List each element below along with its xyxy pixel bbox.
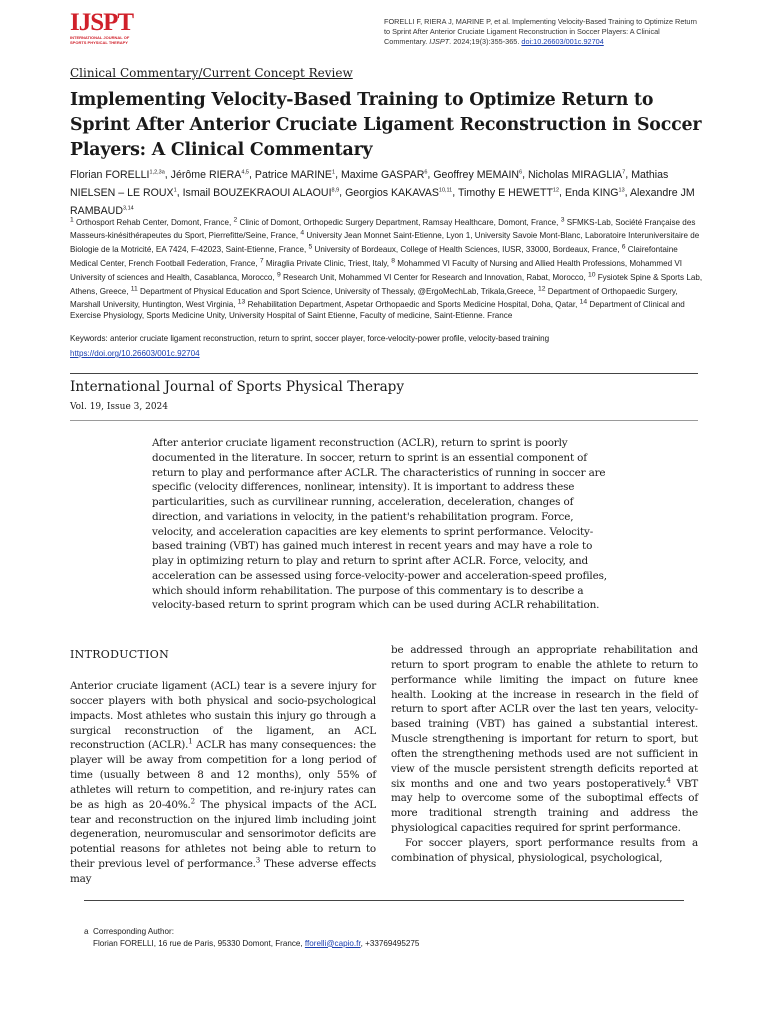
- citation-doi-link[interactable]: doi:10.26603/001c.92704: [521, 37, 604, 47]
- author-affiliation-sup: 1: [332, 169, 336, 175]
- affiliation: $^4$ University Jean Monnet Saint-Etienne, Lyon 1, University Savoie Mont-Blanc, Laboratoire Interuniversitaire de Biologie de la Motricité, EA 7424, F-42023, Saint-Etienne, France,: [70, 229, 700, 255]
- affiliations: [70, 214, 705, 322]
- affiliation: $^5$ University of Bordeaux, College of Health Sciences, IUSR, 33000, Bordeaux, France,: [308, 243, 620, 255]
- author: Georgios KAKAVAS$^{10,11}$: [345, 186, 453, 199]
- author-email-link[interactable]: fforelli@capio.fr: [304, 938, 361, 948]
- author: Alexandre JM RAMBAUD$^{3,14}$: [70, 186, 695, 217]
- citation-journal: IJSPT: [429, 37, 450, 47]
- journal-logo: [70, 9, 140, 45]
- author-affiliation-sup: 13: [618, 187, 625, 194]
- author-affiliation-sup: 10,11: [438, 187, 453, 194]
- author-affiliation-sup: 12: [552, 187, 560, 194]
- affiliation: $^7$ Miraglia Private Clinic, Triest, Italy,: [259, 257, 389, 269]
- citation-volume: . 2024;19(3):355-365.: [449, 37, 520, 47]
- author-affiliation-sup: 6: [519, 169, 523, 175]
- citation-text: FORELLI F, RIERA J, MARINE P, et al. Implementing Velocity-Based Training to Optimize Return to Sprint After Anterior Cruciate Ligament Reconstruction in Soccer Players: A Clinical Commentary.: [384, 17, 697, 47]
- affiliation: $^{13}$ Rehabilitation Department, Aspetar Orthopaedic and Sports Medicine Hospital, Doha, Qatar,: [237, 298, 578, 310]
- affiliation: $^9$ Research Unit, Mohammed VI Center for Research and Innovation, Rabat, Morocco,: [276, 271, 586, 282]
- paragraph: Anterior cruciate ligament (ACL) tear is a severe injury for soccer players with both physical and socio-psychological impacts. Most athletes who sustain this injury go through a surgical reconstruction of the ligament, an ACL reconstruction (ACLR).$^1$ ACLR has many consequences: the player will be away from competition for a long period of time (usually between 8 and 12 months), only 55% of athletes will return to competition, and re-injury rates can be as high as 20-40%.$^2$ The physical impacts of the ACL tear and reconstruction on the injured limb including joint degeneration, neuromuscular and sensorimotor deficits are potential reasons for athletes not being able to return to their previous level of performance.$^3$ These adverse effects may: [70, 680, 377, 885]
- author-affiliation-sup: 3,14: [122, 205, 134, 212]
- paragraph: be addressed through an appropriate rehabilitation and return to sport program to enable the athlete to return to performance while limiting the impact on future knee health. Looking at the increase in research in the field of return to sport after ACLR over the last ten years, velocity-based training (VBT) has gained a substantial interest. Muscle strengthening is important for return to sport, but often the strengthening methods used are not sufficient in view of the muscle persistent strength deficits reported at six months and one and two years postoperatively.$^4$ VBT may help to overcome some of the suboptimal effects of more traditional strength training and address the physiological capacities required for sprint performance.: [391, 644, 698, 835]
- author: Patrice MARINE$^1$: [254, 168, 336, 181]
- author-affiliation-sup: 1: [173, 187, 177, 194]
- keywords: Keywords: anterior cruciate ligament reconstruction, return to sprint, soccer player, force-velocity-power profile, velocity-based training: [70, 334, 550, 343]
- body-column-right: [391, 643, 698, 866]
- article-title: Implementing Velocity-Based Training to Optimize Return to Sprint After Anterior Cruciate Ligament Reconstruction in Soccer Players: A Clinical Commentary: [70, 90, 702, 160]
- affiliation: $^2$ Clinic of Domont, Orthopedic Surgery Department, Ramsay Healthcare, Domont, France,: [233, 216, 559, 227]
- citation-ref[interactable]: 1: [188, 737, 193, 746]
- affiliation: $^8$ Mohammed VI Faculty of Nursing and Allied Health Professions, Mohammed VI University of sciences and Health, Casablanca, Morocco,: [70, 257, 682, 282]
- footnote-marker: a: [84, 927, 89, 936]
- affiliation: $^3$ SFMKS-Lab, Société Française des Masseurs-kinésithérapeutes du Sport, Pierrefitte/Seine, France,: [70, 216, 696, 241]
- corresponding-author-footnote: [84, 926, 684, 949]
- author-affiliation-sup: 1,2,3a: [149, 169, 165, 175]
- divider: [70, 373, 698, 374]
- doi-link[interactable]: https://doi.org/10.26603/001c.92704: [70, 349, 200, 358]
- author: Jérôme RIERA$^{4,5}$: [170, 168, 249, 181]
- paragraph: For soccer players, sport performance results from a combination of physical, physiological, psychological,: [391, 836, 698, 864]
- author-affiliation-sup: 7: [622, 169, 626, 175]
- citation-block: [384, 17, 704, 48]
- affiliation: $^{14}$ Department of Clinical and Exercise Physiology, Sports Medicine Unity, University Hospital of Saint Etienne, Faculty of medicine, Saint-Etienne. France: [70, 298, 685, 321]
- citation-ref[interactable]: 3: [255, 856, 261, 865]
- footnote-label: Corresponding Author:: [93, 927, 174, 936]
- author-affiliation-sup: 8,9: [331, 187, 340, 194]
- author: Florian $FORELLI^{1,2,3a}$: [70, 168, 165, 181]
- journal-name: International Journal of Sports Physical Therapy: [70, 379, 405, 395]
- author: Timothy E HEWETT$^{12}$: [457, 186, 560, 199]
- affiliation: $^{10}$ Fysiotek Spine & Sports Lab, Athens, Greece,: [70, 271, 703, 296]
- author: Mathias NIELSEN – LE ROUX$^1$: [70, 168, 669, 199]
- divider: [70, 420, 698, 421]
- author: Maxime GASPAR$^6$: [340, 168, 428, 181]
- author-affiliation-sup: 6: [424, 169, 428, 175]
- volume-issue: Vol. 19, Issue 3, 2024: [70, 402, 168, 412]
- affiliation: $^{11}$ Department of Physical Education and Sport Science, University of Thessaly, @ErgoMechLab, Trikala,Greece,: [130, 284, 536, 296]
- author-affiliation-sup: 4,5: [241, 169, 249, 175]
- section-heading-introduction: INTRODUCTION: [70, 648, 170, 661]
- logo-subtitle: INTERNATIONAL JOURNAL OF SPORTS PHYSICAL THERAPY: [70, 35, 130, 45]
- author: Enda KING$^{13}$: [564, 186, 625, 199]
- abstract: After anterior cruciate ligament reconstruction (ACLR), return to sprint is poorly documented in the literature. In soccer, return to sprint is an essential component of return to play and performance after ACLR. The characteristics of running in soccer are specific (velocity differences, nonlinear, intensity). It is important to address these particularities, such as curvilinear running, acceleration, deceleration, changes of direction, and variations in velocity, in the patient's rehabilitation program. Force, velocity, and acceleration capacities are key elements to sprint performance. Velocity-based training (VBT) has gained much interest in recent years and may have a role to play in optimizing return to play and return to sprint after ACLR. Force, velocity, and acceleration can be assessed using force-velocity-power and acceleration-speed profiles, which should inform rehabilitation. The purpose of this commentary is to describe a velocity-based return to sprint program which can be used during ACLR rehabilitation.: [152, 437, 607, 612]
- citation-ref[interactable]: 2: [190, 797, 195, 806]
- affiliation: $^1$ Orthosport Rehab Center, Domont, France,: [70, 216, 232, 227]
- citation-ref[interactable]: 4: [666, 776, 671, 785]
- author: Ismail BOUZEKRAOUI ALAOUI$^{8,9}$: [182, 186, 340, 199]
- body-column-left: [70, 679, 376, 887]
- author: Nicholas MIRAGLIA$^7$: [528, 168, 626, 181]
- affiliation: $^{12}$ Department of Orthopaedic Surgery, Marshall University, Huntington, West Virginia,: [70, 284, 678, 310]
- author-list: Florian $FORELLI^{1,2,3a}$, Jérôme RIERA$^{4,5}$, Patrice MARINE$^1$, Maxime GASPAR$^6$, Geoffrey MEMAIN$^6$, Nicholas MIRAGLIA$^7$, Mathias NIELSEN – LE ROUX$^1$, Ismail BOUZEKRAOUI ALAOUI$^{8,9}$, Georgios KAKAVAS$^{10,11}$, Timothy E HEWETT$^{12}$, Enda KING$^{13}$, Alexandre JM RAMBAUD$^{3,14}$: [70, 168, 695, 217]
- article-type: Clinical Commentary/Current Concept Review: [70, 66, 353, 80]
- author: Geoffrey MEMAIN$^6$: [433, 168, 523, 181]
- affiliation: $^6$ Clairefontaine Medical Center, French Football Federation, France,: [70, 243, 678, 269]
- footnote-divider: [84, 900, 684, 901]
- author-address: Florian FORELLI, 16 rue de Paris, 95330 Domont, France,: [93, 938, 303, 948]
- logo-text: IJSPT: [70, 9, 134, 36]
- author-phone: , +33769495275: [360, 938, 420, 948]
